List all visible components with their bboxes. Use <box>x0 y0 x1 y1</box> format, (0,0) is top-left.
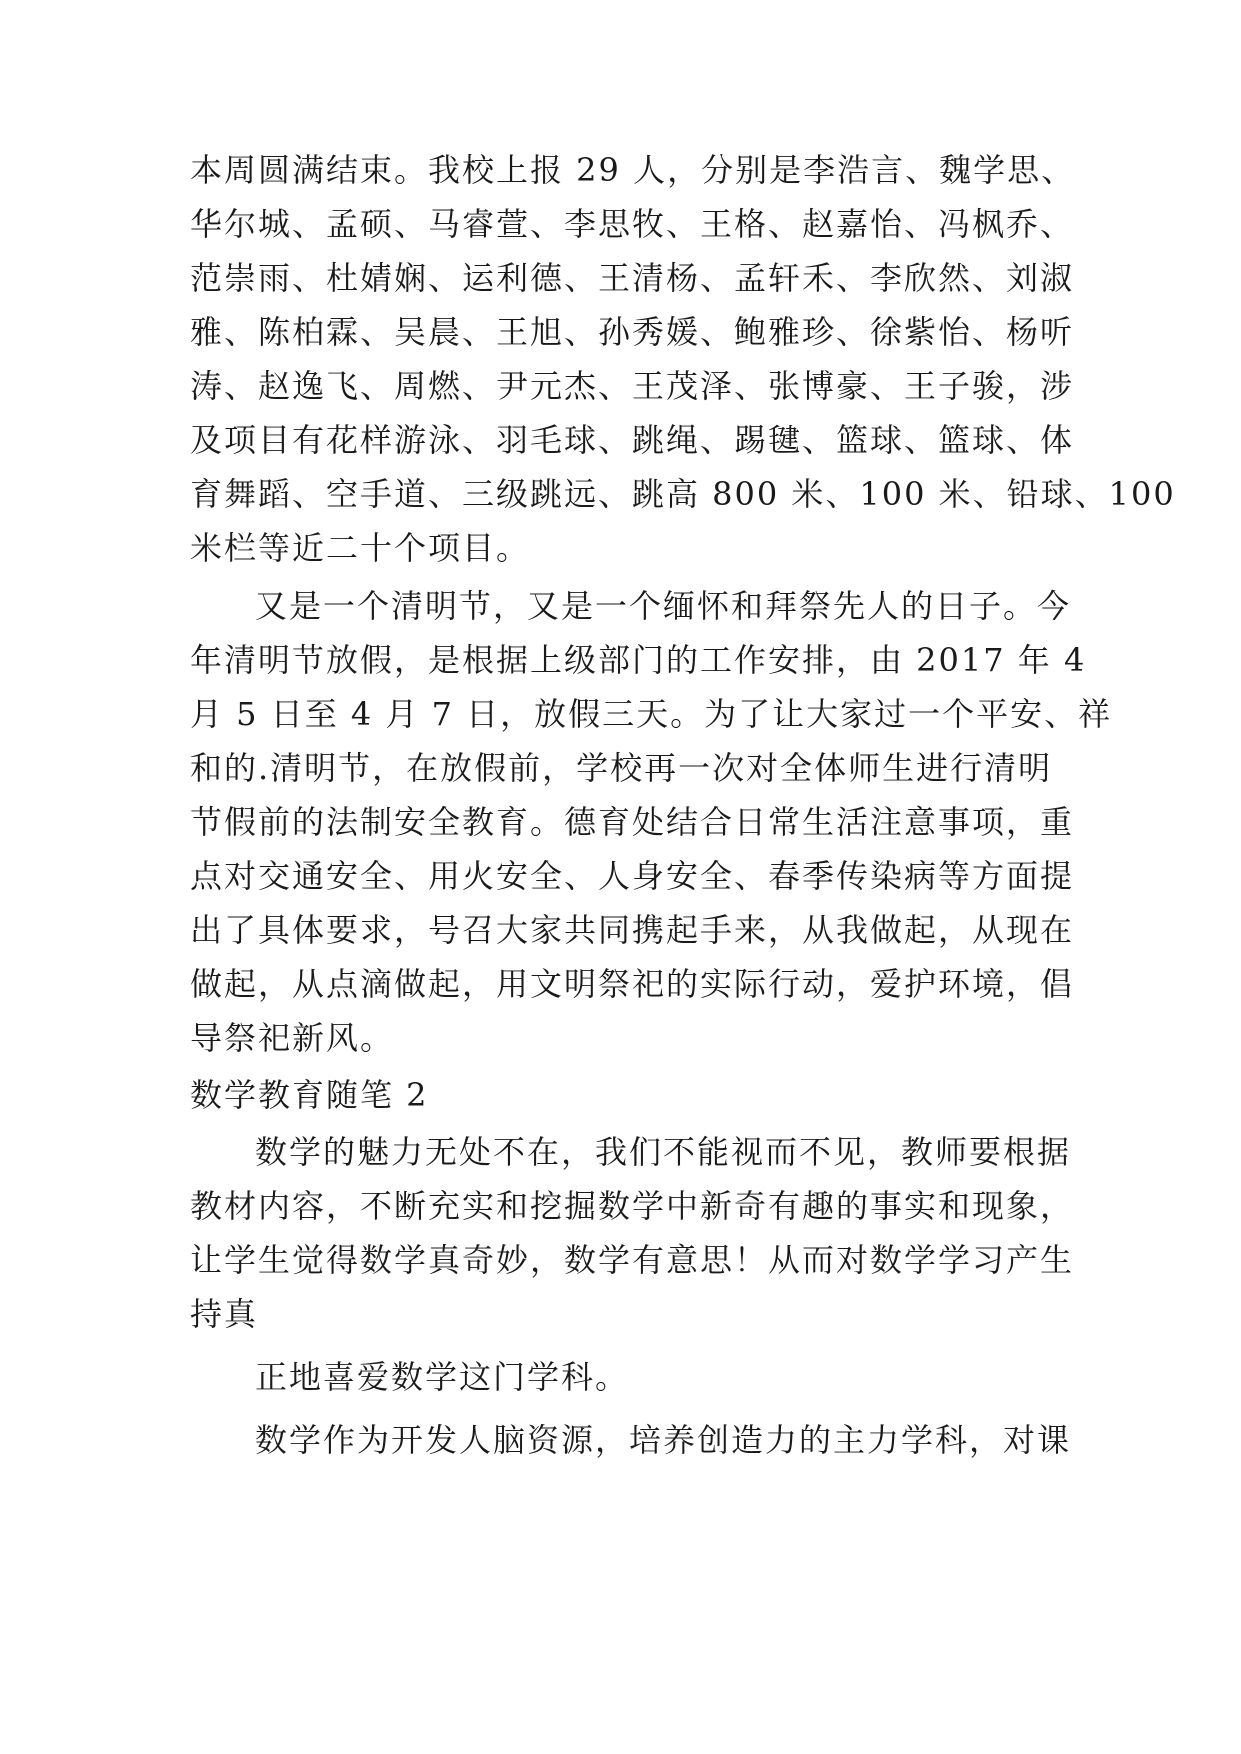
paragraph-line: 导祭祀新风。 <box>190 1019 395 1057</box>
paragraph-line: 数学的魅力无处不在，我们不能视而不见，教师要根据 <box>255 1133 1072 1171</box>
paragraph-line: 本周圆满结束。我校上报 29 人，分别是李浩言、魏学思、 <box>190 151 1076 189</box>
paragraph-line: 出了具体要求，号召大家共同携起手来，从我做起，从现在 <box>190 911 1075 949</box>
paragraph-line: 又是一个清明节，又是一个缅怀和拜祭先人的日子。今 <box>255 587 1072 625</box>
paragraph-line: 和的.清明节，在放假前，学校再一次对全体师生进行清明 <box>190 749 1053 787</box>
paragraph-line: 雅、陈柏霖、吴晨、王旭、孙秀媛、鲍雅珍、徐紫怡、杨听 <box>190 313 1075 351</box>
paragraph-line: 正地喜爱数学这门学科。 <box>255 1358 630 1396</box>
paragraph-line: 点对交通安全、用火安全、人身安全、春季传染病等方面提 <box>190 857 1075 895</box>
section-heading: 数学教育随笔 2 <box>190 1076 429 1114</box>
paragraph-line: 月 5 日至 4 月 7 日，放假三天。为了让大家过一个平安、祥 <box>190 695 1113 733</box>
paragraph-line: 涛、赵逸飞、周燃、尹元杰、王茂泽、张博豪、王子骏，涉 <box>190 367 1075 405</box>
paragraph-line: 范崇雨、杜婧娴、运利德、王清杨、孟轩禾、李欣然、刘淑 <box>190 259 1075 297</box>
paragraph-line: 育舞蹈、空手道、三级跳远、跳高 800 米、100 米、铅球、100 <box>190 475 1176 513</box>
paragraph-line: 及项目有花样游泳、羽毛球、跳绳、踢毽、篮球、篮球、体 <box>190 421 1075 459</box>
paragraph-line: 年清明节放假，是根据上级部门的工作安排，由 2017 年 4 <box>190 641 1087 679</box>
paragraph-line: 持真 <box>190 1295 259 1333</box>
paragraph-line: 华尔城、孟硕、马睿萱、李思牧、王格、赵嘉怡、冯枫乔、 <box>190 205 1075 243</box>
paragraph-line: 节假前的法制安全教育。德育处结合日常生活注意事项，重 <box>190 803 1075 841</box>
paragraph-line: 米栏等近二十个项目。 <box>190 529 531 567</box>
paragraph-line: 做起，从点滴做起，用文明祭祀的实际行动，爱护环境，倡 <box>190 965 1075 1003</box>
paragraph-line: 教材内容，不断充实和挖掘数学中新奇有趣的事实和现象， <box>190 1187 1075 1225</box>
paragraph-line: 数学作为开发人脑资源，培养创造力的主力学科，对课 <box>255 1421 1072 1459</box>
paragraph-line: 让学生觉得数学真奇妙，数学有意思！从而对数学学习产生 <box>190 1241 1075 1279</box>
